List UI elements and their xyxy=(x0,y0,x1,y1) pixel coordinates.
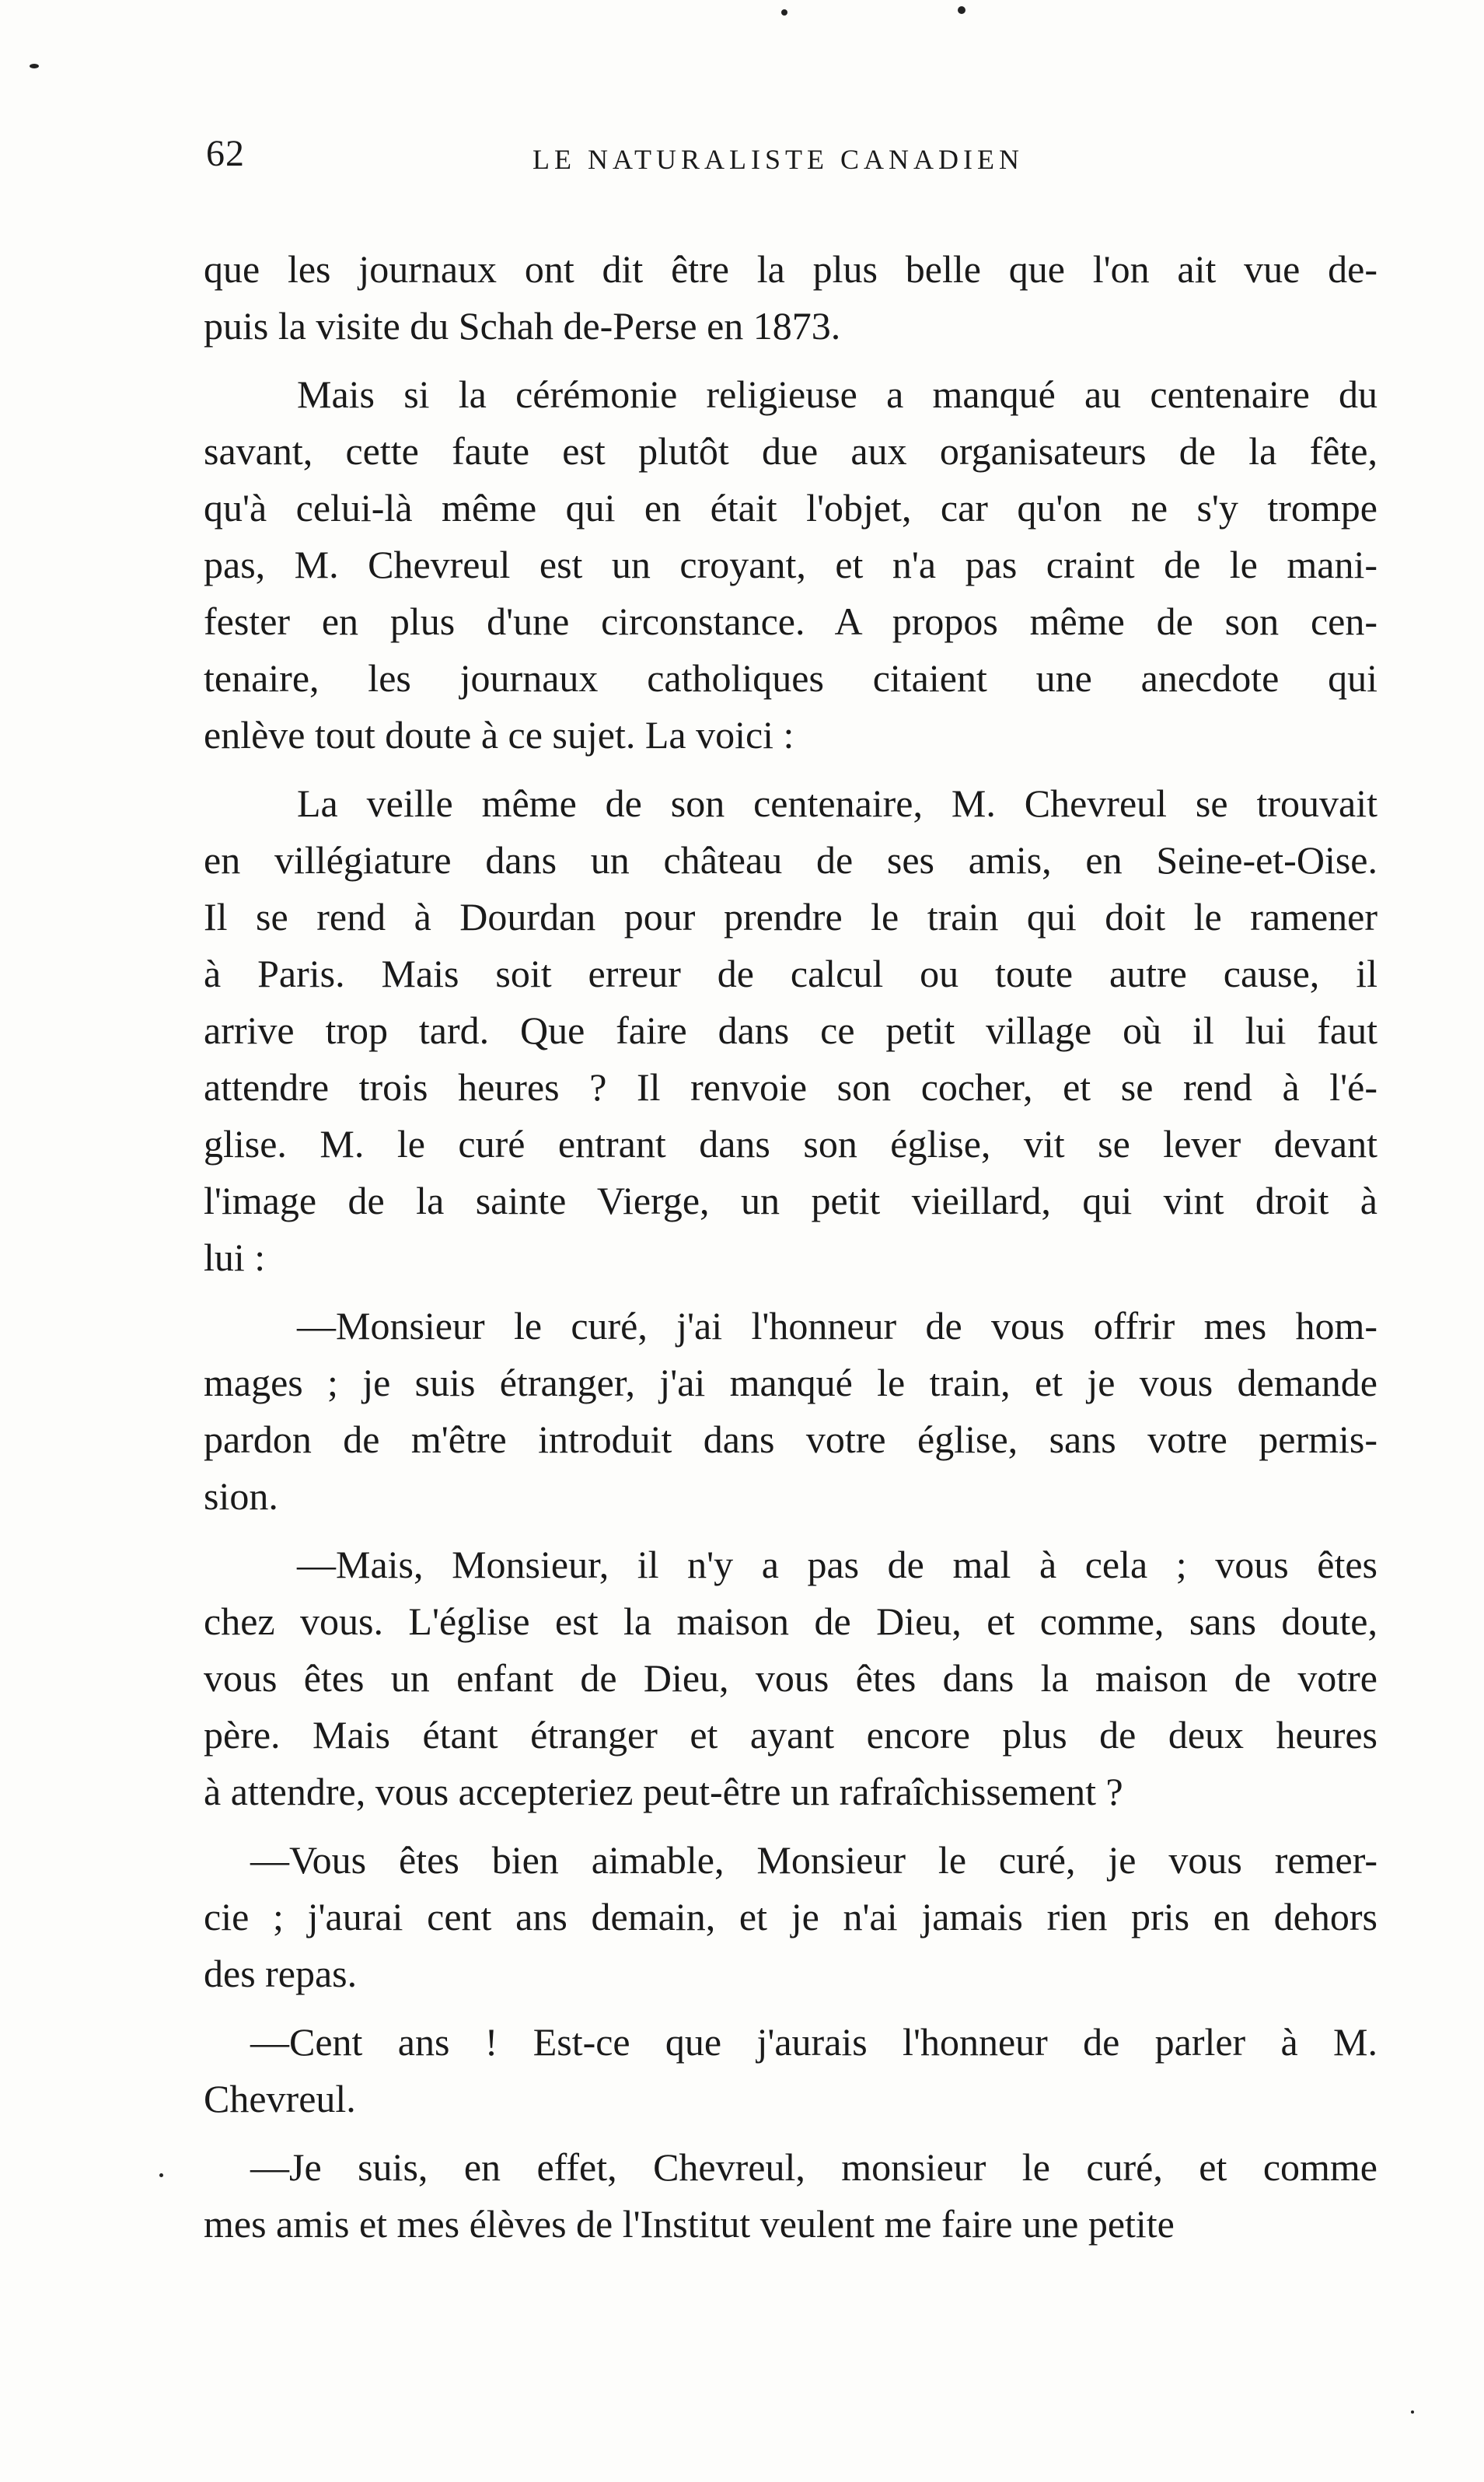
page-number: 62 xyxy=(206,133,245,174)
text-line: —Cent ans ! Est-ce que j'aurais l'honneur de parler à M. xyxy=(250,2020,1378,2064)
text-line: —Vous êtes bien aimable, Monsieur le curé, je vous remer- xyxy=(250,1838,1378,1882)
scan-speck xyxy=(159,2173,163,2177)
running-title: LE NATURALISTE CANADIEN xyxy=(532,144,1024,175)
body-text xyxy=(204,229,1378,2253)
paragraph xyxy=(204,1832,1378,2002)
text-line: —Je suis, en effet, Chevreul, monsieur le curé, et comme xyxy=(250,2145,1378,2189)
text-line: à Paris. Mais soit erreur de calcul ou toute autre cause, il xyxy=(204,952,1378,995)
scan-speck xyxy=(30,64,39,68)
text-line: qu'à celui-là même qui en était l'objet, car qu'on ne s'y trompe xyxy=(204,486,1378,530)
scan-speck xyxy=(781,9,787,16)
text-line: sion. xyxy=(204,1474,278,1518)
text-line: cie ; j'aurai cent ans demain, et je n'ai jamais rien pris en dehors xyxy=(204,1895,1378,1938)
text-line: Il se rend à Dourdan pour prendre le train qui doit le ramener xyxy=(204,895,1378,939)
text-line: fester en plus d'une circonstance. A propos même de son cen- xyxy=(204,600,1378,643)
paragraph xyxy=(204,2139,1378,2253)
paragraph xyxy=(204,2014,1378,2127)
text-line: Chevreul. xyxy=(204,2077,356,2120)
text-line: tenaire, les journaux catholiques citaient une anecdote qui xyxy=(204,656,1378,700)
text-line: glise. M. le curé entrant dans son église, vit se lever devant xyxy=(204,1122,1378,1166)
text-line: Mais si la cérémonie religieuse a manqué au centenaire du xyxy=(297,372,1378,416)
paragraph xyxy=(204,366,1378,764)
text-line: pardon de m'être introduit dans votre église, sans votre permis- xyxy=(204,1418,1378,1461)
text-line: puis la visite du Schah de-Perse en 1873. xyxy=(204,304,841,348)
text-line: pas, M. Chevreul est un croyant, et n'a pas craint de le mani- xyxy=(204,543,1378,586)
text-line: La veille même de son centenaire, M. Chevreul se trouvait xyxy=(297,781,1378,825)
paragraph xyxy=(204,1298,1378,1525)
text-line: chez vous. L'église est la maison de Dieu, et comme, sans doute, xyxy=(204,1599,1378,1643)
text-line: vous êtes un enfant de Dieu, vous êtes dans la maison de votre xyxy=(204,1656,1378,1700)
text-line: lui : xyxy=(204,1236,266,1279)
text-line: père. Mais étant étranger et ayant encore plus de deux heures xyxy=(204,1713,1378,1757)
text-line: arrive trop tard. Que faire dans ce petit village où il lui faut xyxy=(204,1009,1378,1052)
text-line: que les journaux ont dit être la plus belle que l'on ait vue de- xyxy=(204,247,1378,291)
text-line: mages ; je suis étranger, j'ai manqué le train, et je vous demande xyxy=(204,1361,1378,1404)
page-header xyxy=(206,132,1376,187)
text-line: mes amis et mes élèves de l'Institut veulent me faire une petite xyxy=(204,2202,1175,2246)
scan-speck xyxy=(1411,2410,1414,2414)
text-line: savant, cette faute est plutôt due aux organisateurs de la fête, xyxy=(204,429,1378,473)
scan-speck xyxy=(958,6,965,14)
text-line: des repas. xyxy=(204,1952,358,1995)
text-line: —Monsieur le curé, j'ai l'honneur de vous offrir mes hom- xyxy=(297,1304,1378,1348)
text-line: à attendre, vous accepteriez peut-être un rafraîchissement ? xyxy=(204,1770,1123,1813)
paragraph xyxy=(204,1536,1378,1820)
paragraph xyxy=(204,775,1378,1286)
text-line: attendre trois heures ? Il renvoie son cocher, et se rend à l'é- xyxy=(204,1065,1378,1109)
text-line: l'image de la sainte Vierge, un petit vieillard, qui vint droit à xyxy=(204,1179,1378,1222)
text-line: enlève tout doute à ce sujet. La voici : xyxy=(204,713,794,757)
text-line: en villégiature dans un château de ses amis, en Seine-et-Oise. xyxy=(204,838,1378,882)
paragraph xyxy=(204,241,1378,355)
text-line: —Mais, Monsieur, il n'y a pas de mal à cela ; vous êtes xyxy=(297,1543,1378,1586)
